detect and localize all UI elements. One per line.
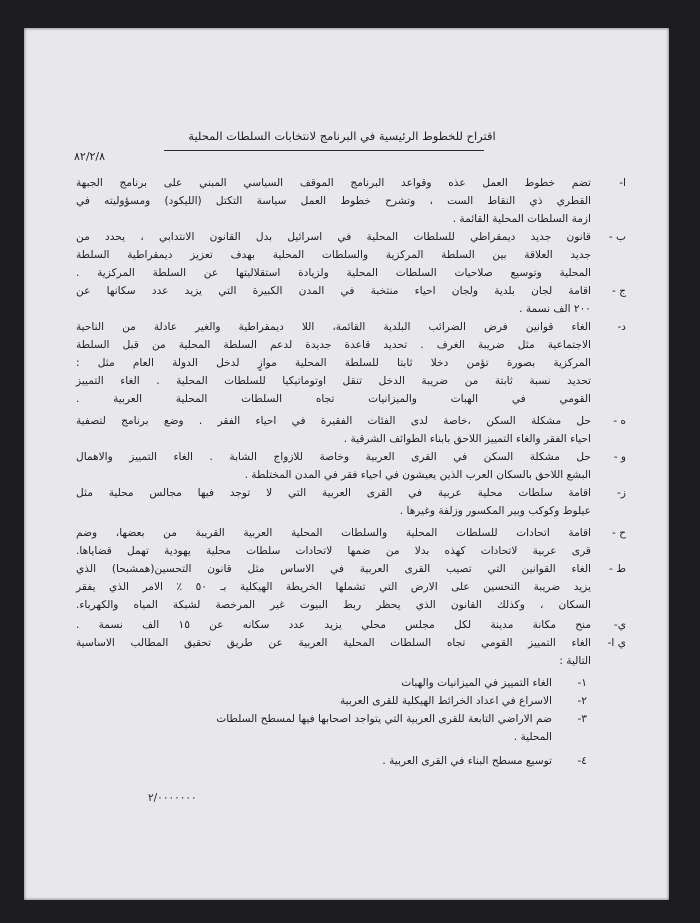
- line-marker: ه -: [613, 415, 626, 427]
- line-marker: ز-: [617, 487, 626, 499]
- title-underline: [164, 150, 484, 151]
- paper-sheet: [24, 28, 669, 900]
- line-marker: ب -: [608, 231, 626, 243]
- reference-number: ٢/٠٠٠٠٠٠٠: [148, 792, 197, 804]
- line-marker: ا-: [619, 177, 626, 189]
- document-line: قانون جديد ديمقراطي للسلطات المحلية في اسرائيل بدل القانون الانتدابي ، يحدد من: [76, 231, 591, 243]
- document-line: تضم خطوط العمل عذه وقواعد البرنامج الموقف السياسي المبني على برنامج الجبهة: [76, 177, 591, 189]
- document-line: الغاء القوانين التي تصيب القرى العربية في الاساس مثل قانون التحسين(همشبحا) الذي: [76, 563, 591, 575]
- document-line: عيلوط وكوكب وبير المكسور وزلفة وغيرها .: [399, 505, 591, 517]
- document-line: اقامة لجان بلدية ولجان احياء منتخبة في المدن الكبيرة التي يزيد عدد سكانها عن: [76, 285, 591, 297]
- document-body: [24, 28, 669, 900]
- line-marker: ٤-: [577, 755, 587, 767]
- document-line: منح مكانة مدينة لكل مجلس محلي يزيد عدد سكانه عن ١٥ الف نسمة .: [76, 619, 592, 631]
- document-line: التالية :: [559, 655, 591, 667]
- document-line: جديد العلاقة بين السلطة المركزية والسلطات المحلية بهدف تعزيز ديمقراطية السلطة: [76, 249, 591, 261]
- document-line: ضم الاراضي التابعة للقرى العربية التي يتواجد اصحابها فيها لمسطح السلطات: [216, 713, 552, 725]
- document-line: اقامة سلطات محلية عربية في القرى العربية التي لا توجد فيها مجالس محلية مثل: [76, 487, 591, 499]
- document-line: الغاء التمييز القومي تجاه السلطات المحلية العربية عن طريق تحقيق المطالب الاساسية: [76, 637, 591, 649]
- document-title: اقتراح للخطوط الرئيسية في البرنامج لانتخابات السلطات المحلية: [188, 129, 496, 143]
- line-marker: ط -: [609, 563, 626, 575]
- document-line: قرى عربية لاتحادات كهذه بدلا من ضمها لاتحادات سلطات محلية يهودية تهمل قضاياها.: [76, 545, 591, 557]
- document-line: يزيد ضريبة التحسين على الارض التي تشملها الخريطة الهيكلية بـ ٥٠ ٪ الامر الذي يفقر: [76, 581, 591, 593]
- line-marker: و -: [613, 451, 626, 463]
- document-line: القومي في الهبات والميزانيات تجاه السلطات المحلية العربية .: [76, 393, 591, 405]
- document-line: حل مشكلة السكن ،خاصة لدى الفئات الفقيرة في احياء الفقر . وضع برنامج لتصفية: [76, 415, 591, 427]
- line-marker: ي ا-: [607, 637, 626, 649]
- document-line: حل مشكلة السكن في القرى العربية وخاصة للازواج الشابة . الغاء التمييز والاهمال: [76, 451, 591, 463]
- document-line: القطري ذي النقاط الست ، وتشرح خطوط العمل سياسة التكتل (الليكود) ومسؤوليته في: [76, 195, 591, 207]
- document-line: المحلية وتوسيع صلاحيات السلطات المحلية ولزيادة استقلاليتها عن السلطة المركزية .: [76, 267, 591, 279]
- document-line: البشع اللاحق بالسكان العرب الذين يعيشون في احياء فقر في المدن المختلطة .: [244, 469, 591, 481]
- line-marker: ح -: [611, 527, 626, 539]
- document-line: الاجتماعية مثل ضريبة الغرف . تحديد قاعدة جديدة لدعم السلطة المحلية من قبل السلطة: [76, 339, 591, 351]
- document-line: اقامة اتحادات للسلطات المحلية والسلطات المحلية العربية القريبة من بعضها، وضم: [76, 527, 591, 539]
- document-line: ازمة السلطات المحلية القائمة .: [452, 213, 591, 225]
- line-marker: ج -: [611, 285, 626, 297]
- document-line: ٢٠٠ الف نسمة .: [519, 303, 591, 315]
- document-line: توسيع مسطح البناء في القرى العربية .: [382, 755, 552, 767]
- line-marker: ١-: [577, 677, 587, 689]
- document-line: المحلية .: [513, 731, 552, 743]
- document-line: تحديد نسبة ثابتة من ضريبة الدخل تنقل اوتوماتيكيا للسلطات المحلية . الغاء التمييز: [76, 375, 591, 387]
- document-line: الغاء قوانين فرض الضرائب البلدية القائمة، اللا ديمقراطية والغير عادلة من الناحية: [76, 321, 591, 333]
- document-line: احياء الفقر والغاء التمييز اللاحق بابناء الطوائف الشرقية .: [343, 433, 591, 445]
- document-line: المركزية بصورة تؤمن دخلا ثابتا للسلطة المحلية موازٍ لدخل الدولة العام مثل :: [76, 357, 591, 369]
- document-line: السكان ، وكذلك القانون الذي يحظر ربط البيوت غير المرخصة لشبكة المياه والكهرباء.: [76, 599, 591, 611]
- document-line: الاسراع في اعداد الخرائط الهيكلية للقرى العربية: [339, 695, 552, 707]
- document-date: ٨٢/٢/٨: [74, 150, 106, 163]
- document-line: الغاء التمييز في الميزانيات والهبات: [401, 677, 552, 689]
- line-marker: ي-: [613, 619, 626, 631]
- line-marker: ٢-: [577, 695, 587, 707]
- line-marker: ٣-: [577, 713, 587, 725]
- line-marker: د-: [617, 321, 626, 333]
